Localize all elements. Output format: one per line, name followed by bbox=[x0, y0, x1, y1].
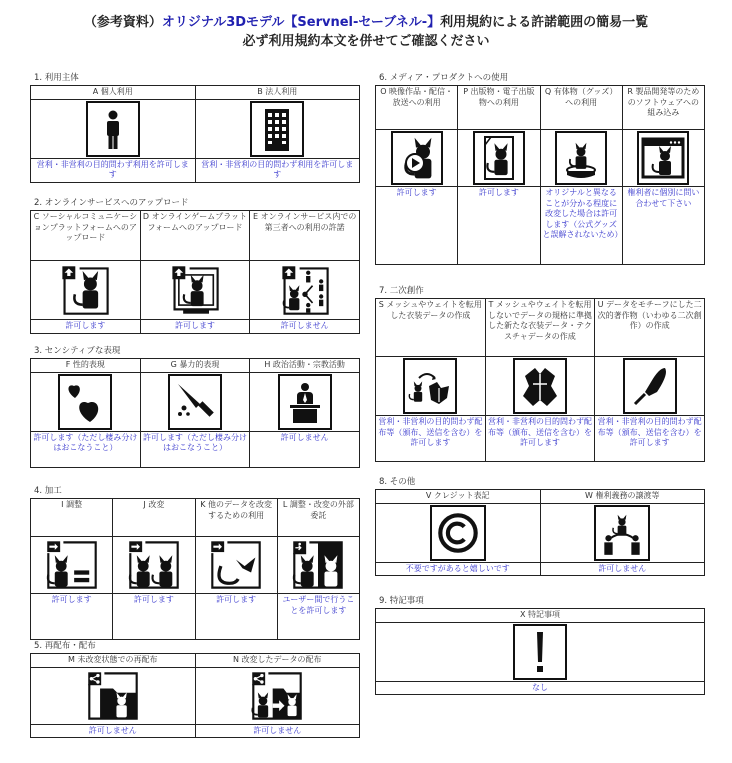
header-merchandise: Q 有体物（グッズ）への利用 bbox=[540, 86, 622, 130]
header-secondary-creation: U データをモチーフにした二次的著作物（いわゆる二次創作）の作成 bbox=[595, 299, 705, 357]
result-use-for-other-data: 許可します bbox=[195, 594, 277, 640]
title-suffix: 利用規約による許諾範囲の簡易一覧 bbox=[440, 15, 649, 30]
result-redistribute-unmodified: 許可しません bbox=[31, 724, 196, 738]
clothing-icon bbox=[513, 358, 567, 414]
section-label: 9. 特記事項 bbox=[379, 596, 424, 606]
section-derivative-works bbox=[375, 285, 705, 462]
result-third-party-license: 許可しません bbox=[250, 320, 360, 334]
section-redistribution bbox=[30, 640, 360, 738]
result-social-upload: 許可します bbox=[31, 320, 141, 334]
result-game-upload: 許可します bbox=[140, 320, 250, 334]
hearts-icon bbox=[58, 374, 112, 430]
copyright-icon bbox=[430, 505, 486, 561]
pen-nib-icon bbox=[623, 358, 677, 414]
result-merchandise: オリジナルと異なることが分かる程度に改変した場合は許可します（公式グッズと誤解されないため） bbox=[540, 187, 622, 265]
result-special-notes: なし bbox=[376, 681, 705, 695]
page-subtitle: 必ず利用規約本文を併せてご確認ください bbox=[242, 34, 490, 49]
header-third-party-license: E オンラインサービス内での第三者への利用の許諾 bbox=[250, 211, 360, 261]
header-game-upload: D オンラインゲームプラットフォームへのアップロード bbox=[140, 211, 250, 261]
section-other bbox=[375, 476, 705, 576]
section-usage-subject bbox=[30, 72, 360, 183]
podium-speaker-icon bbox=[278, 374, 332, 430]
header-corporate-use: B 法人利用 bbox=[195, 86, 360, 100]
upload-monitor-cat-icon bbox=[168, 262, 222, 318]
header-new-clothing-texture: T メッシュやウェイトを転用しないでデータの規格に準拠した新たな衣装データ・テクスチャデータの作成 bbox=[485, 299, 595, 357]
upload-cat-icon bbox=[58, 262, 112, 318]
result-rights-transfer: 許可しません bbox=[540, 562, 705, 576]
result-secondary-creation: 営利・非営利の目的問わず配布等（頒布、送信を含む）を許可します bbox=[595, 416, 705, 462]
knife-icon bbox=[168, 374, 222, 430]
modify-two-cats-icon bbox=[126, 538, 182, 592]
section-label: 5. 再配布・配布 bbox=[34, 641, 96, 651]
upload-share-people-icon bbox=[278, 262, 332, 318]
software-window-cat-icon bbox=[637, 131, 689, 185]
section-processing bbox=[30, 485, 360, 640]
header-use-for-other-data: K 他のデータを改変するための利用 bbox=[195, 499, 277, 537]
header-violent-expression: G 暴力的表現 bbox=[140, 359, 250, 373]
result-corporate-use: 営利・非営利の目的問わず利用を許可します bbox=[195, 158, 360, 182]
header-publications: P 出版物・電子出版物への利用 bbox=[458, 86, 540, 130]
building-icon bbox=[250, 101, 304, 157]
result-outsourcing: ユーザー間で行うことを許可します bbox=[277, 594, 359, 640]
header-rights-transfer: W 権利義務の譲渡等 bbox=[540, 490, 705, 504]
result-modify: 許可します bbox=[113, 594, 195, 640]
result-distribute-modified: 許可しません bbox=[195, 724, 360, 738]
section-online-upload bbox=[30, 197, 360, 334]
result-credit: 不要ですがあると嬉しいです bbox=[376, 562, 541, 576]
result-political-religious: 許可しません bbox=[250, 431, 360, 467]
header-modify: J 改変 bbox=[113, 499, 195, 537]
exclamation-icon bbox=[513, 624, 567, 680]
header-special-notes: X 特記事項 bbox=[376, 609, 705, 623]
share-modified-cat-icon bbox=[249, 669, 305, 723]
result-adjust: 許可します bbox=[31, 594, 113, 640]
section-label: 2. オンラインサービスへのアップロード bbox=[34, 198, 189, 208]
section-label: 6. メディア・プロダクトへの使用 bbox=[379, 73, 509, 83]
header-clothing-with-mesh: S メッシュやウェイトを転用した衣装データの作成 bbox=[376, 299, 486, 357]
document-cat-icon bbox=[473, 131, 525, 185]
section-sensitive-expression bbox=[30, 345, 360, 468]
section-special-notes bbox=[375, 595, 705, 695]
header-video-broadcast: O 映像作品・配信・放送への利用 bbox=[376, 86, 458, 130]
header-personal-use: A 個人利用 bbox=[31, 86, 196, 100]
section-label: 7. 二次創作 bbox=[379, 286, 424, 296]
adjust-cat-equals-icon bbox=[44, 538, 100, 592]
section-label: 1. 利用主体 bbox=[34, 73, 79, 83]
result-violent-expression: 許可します（ただし棲み分けはおこなうこと） bbox=[140, 431, 250, 467]
section-label: 3. センシティブな表現 bbox=[34, 346, 121, 356]
header-distribute-modified: N 改変したデータの配布 bbox=[195, 654, 360, 668]
header-adjust: I 調整 bbox=[31, 499, 113, 537]
header-political-religious: H 政治活動・宗教活動 bbox=[250, 359, 360, 373]
transfer-rights-icon bbox=[594, 505, 650, 561]
result-new-clothing-texture: 営利・非営利の目的問わず配布等（頒布、送信を含む）を許可します bbox=[485, 416, 595, 462]
header-software-embedding: R 製品開発等のためのソフトウェアへの組み込み bbox=[622, 86, 704, 130]
share-folder-cat-icon bbox=[85, 669, 141, 723]
figure-cat-icon bbox=[555, 131, 607, 185]
section-label: 8. その他 bbox=[379, 477, 416, 487]
header-redistribute-unmodified: M 未改変状態での再配布 bbox=[31, 654, 196, 668]
section-label: 4. 加工 bbox=[34, 486, 62, 496]
section-media-products bbox=[375, 72, 705, 265]
result-video-broadcast: 許可します bbox=[376, 187, 458, 265]
page-title bbox=[0, 14, 732, 32]
result-publications: 許可します bbox=[458, 187, 540, 265]
header-social-upload: C ソーシャルコミュニケーションプラットフォームへのアップロード bbox=[31, 211, 141, 261]
result-sexual-expression: 許可します（ただし棲み分けはおこなうこと） bbox=[31, 431, 141, 467]
title-model-name: オリジナル3Dモデル【Servnel-セーブネル-】 bbox=[161, 15, 441, 30]
header-outsourcing: L 調整・改変の外部委託 bbox=[277, 499, 359, 537]
title-prefix: （参考資料） bbox=[83, 15, 162, 30]
header-sexual-expression: F 性的表現 bbox=[31, 359, 141, 373]
result-clothing-with-mesh: 営利・非営利の目的問わず配布等（頒布、送信を含む）を許可します bbox=[376, 416, 486, 462]
result-personal-use: 営利・非営利の目的問わず利用を許可します bbox=[31, 158, 196, 182]
video-play-cat-icon bbox=[391, 131, 443, 185]
result-software-embedding: 権利者に個別に問い合わせて下さい bbox=[622, 187, 704, 265]
cat-to-clothing-icon bbox=[403, 358, 457, 414]
person-icon bbox=[86, 101, 140, 157]
header-credit: V クレジット表記 bbox=[376, 490, 541, 504]
cat-parts-icon bbox=[208, 538, 264, 592]
outsource-cats-icon bbox=[290, 538, 346, 592]
